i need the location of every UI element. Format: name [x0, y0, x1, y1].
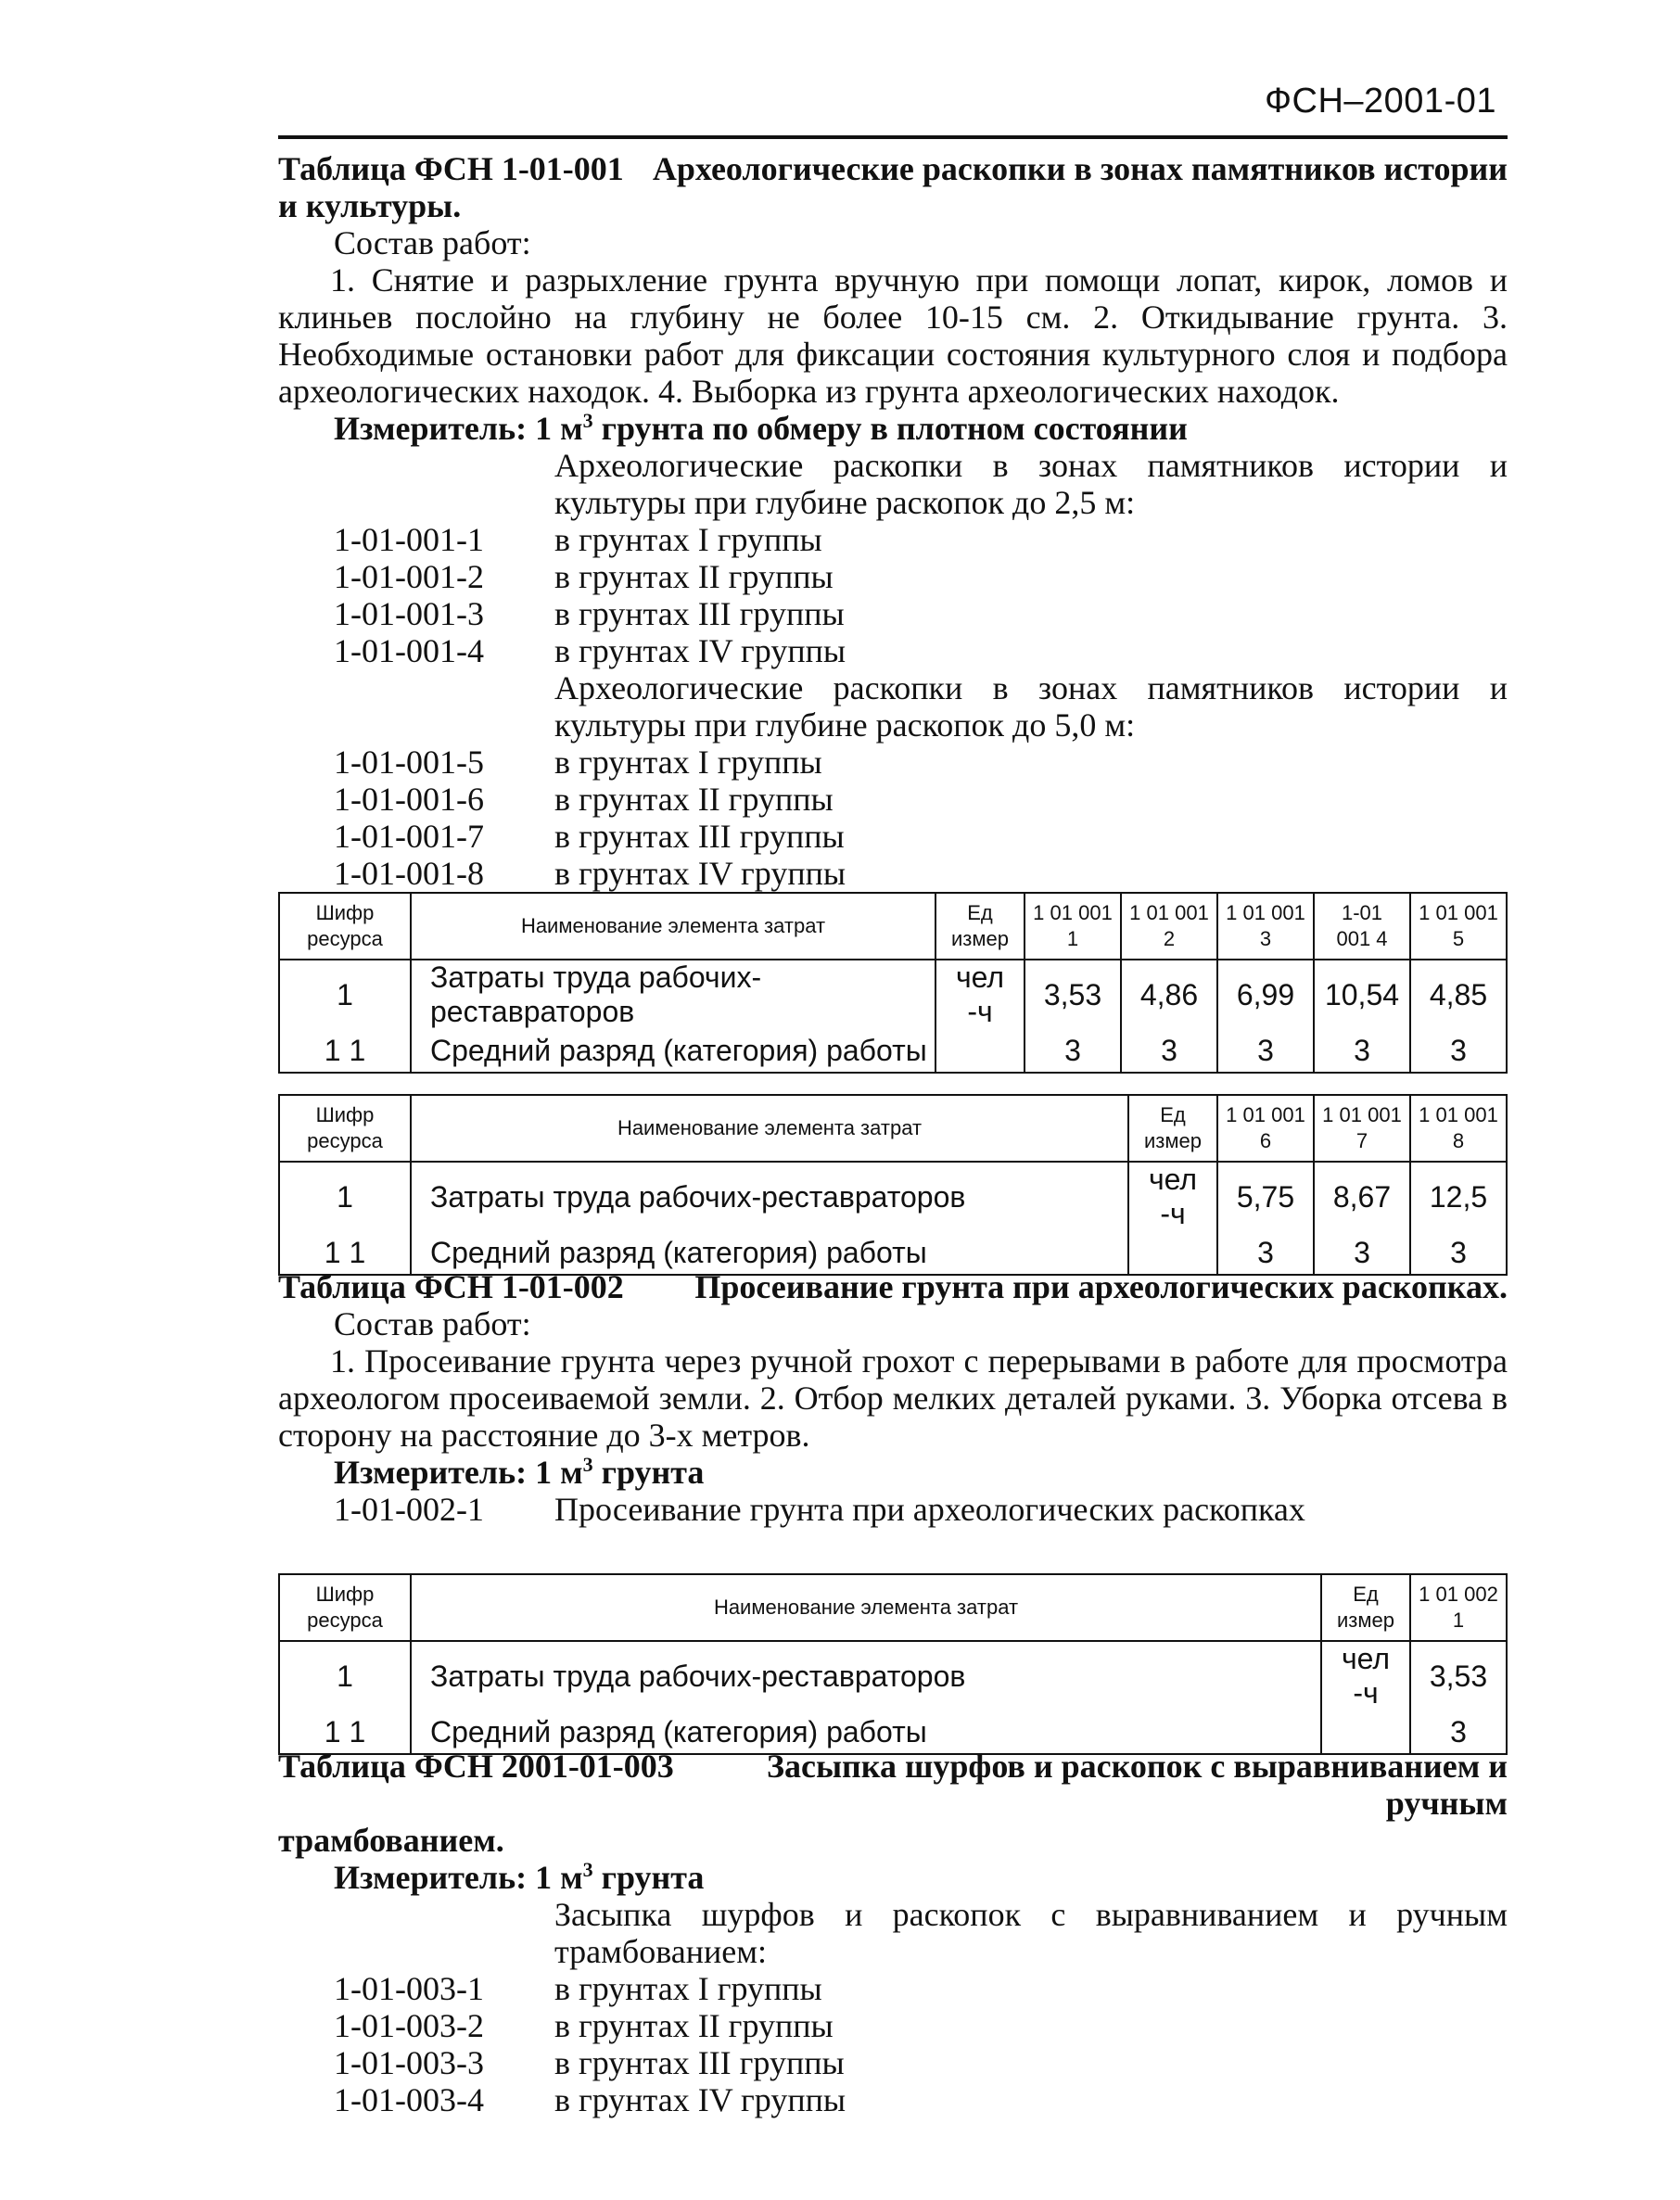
cell-unit: чел -ч [1321, 1641, 1410, 1710]
t1-measure [278, 410, 1508, 447]
col-header: 1 01 001 8 [1410, 1095, 1507, 1162]
item-label: в грунтах II группы [554, 2007, 834, 2044]
t1-measure-pre: Измеритель: 1 м [334, 410, 583, 447]
item-code: 1-01-001-6 [334, 781, 484, 818]
table-header-row [279, 893, 1507, 960]
section-t2 [278, 1268, 1508, 1528]
cell-name: Затраты труда рабочих-реставраторов [411, 1641, 1321, 1710]
t1-group1-desc: Археологические раскопки в зонах памятников истории и культуры при глубине раскопок до 2,5 м: [554, 447, 1508, 521]
col-header: 1 01 001 2 [1121, 893, 1217, 960]
t2-measure [278, 1454, 1508, 1491]
t1-group2-desc: Археологические раскопки в зонах памятников истории и культуры при глубине раскопок до 5,0 м: [554, 669, 1508, 744]
cell-code: 1 [279, 1162, 411, 1231]
t2-title [278, 1268, 1508, 1305]
list-item [278, 818, 1508, 855]
t1-measure-sup: 3 [582, 409, 593, 432]
col-header-name: Наименование элемента затрат [411, 1574, 1321, 1641]
cell-code: 1 1 [279, 1029, 411, 1073]
t1-sostav-label: Состав работ: [334, 224, 531, 261]
cell-code: 1 [279, 960, 411, 1029]
col-header-code: Шифр ресурса [279, 893, 411, 960]
cell-value: 3 [1314, 1029, 1410, 1073]
col-header-unit: Ед измер [1128, 1095, 1217, 1162]
cell-name: Затраты труда рабочих-реставраторов [411, 960, 935, 1029]
item-code: 1-01-001-1 [334, 521, 484, 558]
col-header: 1 01 001 1 [1025, 893, 1121, 960]
col-header: 1-01 001 4 [1314, 893, 1410, 960]
item-code: 1-01-002-1 [334, 1491, 484, 1528]
item-code: 1-01-003-3 [334, 2044, 484, 2081]
cell-unit: чел -ч [1128, 1162, 1217, 1231]
t2-title-left: Таблица ФСН 1-01-002 [278, 1268, 624, 1305]
list-item [278, 595, 1508, 632]
item-label: в грунтах I группы [554, 1970, 822, 2007]
col-header-code: Шифр ресурса [279, 1095, 411, 1162]
cell-value: 4,86 [1121, 960, 1217, 1029]
t3-desc: Засыпка шурфов и раскопок с выравниванием и ручным трамбованием: [554, 1896, 1508, 1970]
item-code: 1-01-001-7 [334, 818, 484, 855]
header-rule [278, 135, 1508, 139]
cell-unit [935, 1029, 1025, 1073]
cell-value: 8,67 [1314, 1162, 1410, 1231]
cell-value: 3 [1410, 1029, 1507, 1073]
item-label: в грунтах III группы [554, 818, 845, 855]
item-code: 1-01-003-2 [334, 2007, 484, 2044]
t1-sostav-text: 1. Снятие и разрыхление грунта вручную при помощи лопат, кирок, ломов и клиньев послойно на глубину не более 10-15 см. 2. Откидывание грунта. 3. Необходимые остановки работ для фиксации состояния культурного слоя и подбора археологических находок. 4. Выборка из грунта археологических находок. [278, 261, 1508, 410]
t2-measure-sup: 3 [582, 1453, 593, 1476]
item-label: в грунтах IV группы [554, 855, 846, 892]
t3-measure-pre: Измеритель: 1 м [334, 1859, 583, 1896]
cell-value: 5,75 [1217, 1162, 1314, 1231]
cell-value: 3 [1121, 1029, 1217, 1073]
item-label: в грунтах III группы [554, 2044, 845, 2081]
table-row [279, 1162, 1507, 1231]
item-code: 1-01-001-3 [334, 595, 484, 632]
cost-table-2 [278, 1094, 1508, 1276]
t2-sostav-label: Состав работ: [334, 1305, 531, 1342]
cell-name: Средний разряд (категория) работы [411, 1710, 1321, 1754]
list-item [278, 521, 1508, 558]
cell-value: 6,99 [1217, 960, 1314, 1029]
list-item [278, 2007, 1508, 2044]
t1-measure-post: грунта по обмеру в плотном состоянии [592, 410, 1188, 447]
t1-title-left: Таблица ФСН 1-01-001 [278, 150, 624, 187]
cell-value: 3 [1410, 1231, 1507, 1275]
item-label: в грунтах IV группы [554, 632, 846, 669]
table-row [279, 1029, 1507, 1073]
t2-measure-post: грунта [592, 1454, 705, 1491]
cell-code: 1 1 [279, 1710, 411, 1754]
table-header-row [279, 1574, 1507, 1641]
list-item [278, 855, 1508, 892]
item-label: в грунтах IV группы [554, 2081, 846, 2118]
t3-title-right: Засыпка шурфов и раскопок с выравниванием и ручным [766, 1748, 1508, 1822]
col-header: 1 01 001 5 [1410, 893, 1507, 960]
section-t3 [278, 1748, 1508, 2118]
item-code: 1-01-001-4 [334, 632, 484, 669]
cell-value: 4,85 [1410, 960, 1507, 1029]
col-header-unit: Ед измер [1321, 1574, 1410, 1641]
item-code: 1-01-001-5 [334, 744, 484, 781]
col-header: 1 01 001 7 [1314, 1095, 1410, 1162]
cell-value: 3,53 [1025, 960, 1121, 1029]
col-header-name: Наименование элемента затрат [411, 893, 935, 960]
cell-code: 1 [279, 1641, 411, 1710]
col-header: 1 01 002 1 [1410, 1574, 1507, 1641]
t1-title-right: Археологические раскопки в зонах памятников истории [652, 150, 1508, 187]
col-header: 1 01 001 3 [1217, 893, 1314, 960]
t3-title [278, 1748, 1508, 1822]
cell-unit: чел -ч [935, 960, 1025, 1029]
cell-value: 3 [1217, 1029, 1314, 1073]
cell-value: 12,5 [1410, 1162, 1507, 1231]
cell-name: Затраты труда рабочих-реставраторов [411, 1162, 1128, 1231]
t2-title-right: Просеивание грунта при археологических раскопках. [694, 1268, 1508, 1305]
t3-title-cont: трамбованием. [278, 1822, 504, 1859]
t1-group2-list [278, 744, 1508, 892]
item-label: в грунтах II группы [554, 781, 834, 818]
t1-group1-list [278, 521, 1508, 669]
t3-measure-sup: 3 [582, 1858, 593, 1881]
list-item [278, 632, 1508, 669]
list-item [278, 781, 1508, 818]
col-header-unit: Ед измер [935, 893, 1025, 960]
t3-title-left: Таблица ФСН 2001-01-003 [278, 1748, 674, 1785]
item-label: Просеивание грунта при археологических раскопках [554, 1491, 1305, 1528]
col-header-name: Наименование элемента затрат [411, 1095, 1128, 1162]
table-header-row [279, 1095, 1507, 1162]
t3-measure-post: грунта [592, 1859, 705, 1896]
cell-value: 3 [1314, 1231, 1410, 1275]
cell-name: Средний разряд (категория) работы [411, 1029, 935, 1073]
item-label: в грунтах II группы [554, 558, 834, 595]
table-row [279, 1641, 1507, 1710]
t2-measure-pre: Измеритель: 1 м [334, 1454, 583, 1491]
section-t1 [278, 150, 1508, 892]
list-item [278, 2044, 1508, 2081]
item-label: в грунтах III группы [554, 595, 845, 632]
t1-title [278, 150, 1508, 187]
list-item [278, 1491, 1508, 1528]
t1-title-cont: и культуры. [278, 187, 462, 224]
item-code: 1-01-003-1 [334, 1970, 484, 2007]
list-item [278, 2081, 1508, 2118]
cell-name: Средний разряд (категория) работы [411, 1231, 1128, 1275]
cell-code: 1 1 [279, 1231, 411, 1275]
cost-table-3 [278, 1573, 1508, 1755]
t2-sostav-text: 1. Просеивание грунта через ручной грохот с перерывами в работе для просмотра археологом просеиваемой земли. 2. Отбор мелких деталей руками. 3. Уборка отсева в сторону на расстояние до 3-х метров. [278, 1342, 1508, 1454]
document-code: ФСН–2001-01 [1265, 82, 1496, 121]
list-item [278, 1970, 1508, 2007]
item-code: 1-01-003-4 [334, 2081, 484, 2118]
list-item [278, 744, 1508, 781]
col-header: 1 01 001 6 [1217, 1095, 1314, 1162]
item-label: в грунтах I группы [554, 521, 822, 558]
list-item [278, 558, 1508, 595]
cost-table-1 [278, 892, 1508, 1074]
cell-value: 10,54 [1314, 960, 1410, 1029]
item-code: 1-01-001-8 [334, 855, 484, 892]
cell-value: 3,53 [1410, 1641, 1507, 1710]
cell-value: 3 [1410, 1710, 1507, 1754]
item-label: в грунтах I группы [554, 744, 822, 781]
col-header-code: Шифр ресурса [279, 1574, 411, 1641]
t3-measure [278, 1859, 1508, 1896]
cell-value: 3 [1217, 1231, 1314, 1275]
item-code: 1-01-001-2 [334, 558, 484, 595]
table-row [279, 960, 1507, 1029]
cell-value: 3 [1025, 1029, 1121, 1073]
